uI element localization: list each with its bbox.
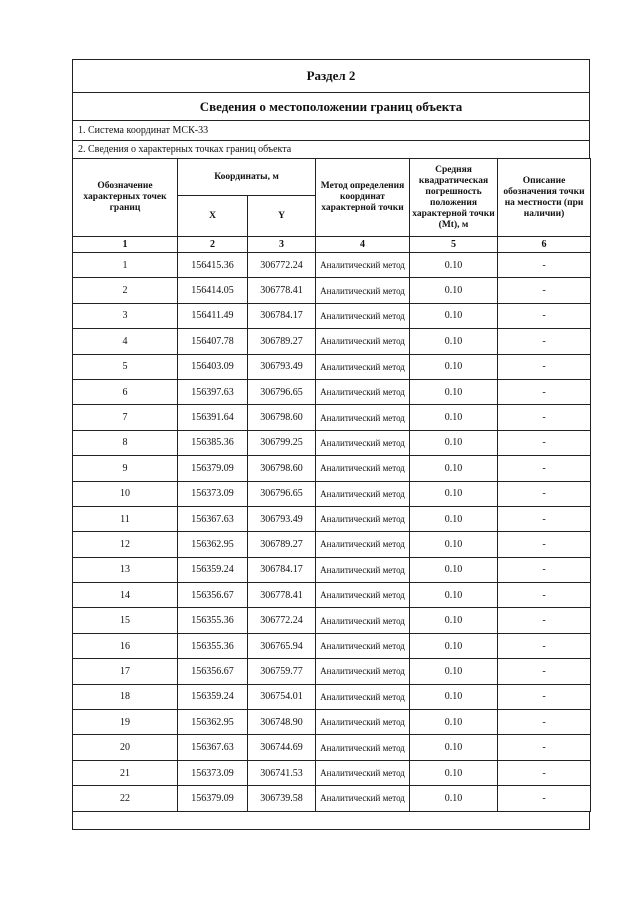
description-cell: - bbox=[498, 456, 591, 481]
error-cell: 0.10 bbox=[410, 583, 498, 608]
y-coordinate-cell: 306772.24 bbox=[248, 253, 316, 278]
description-cell: - bbox=[498, 735, 591, 760]
description-cell: - bbox=[498, 303, 591, 328]
error-cell: 0.10 bbox=[410, 354, 498, 379]
x-coordinate-cell: 156356.67 bbox=[178, 659, 248, 684]
x-coordinate-cell: 156379.09 bbox=[178, 456, 248, 481]
description-cell: - bbox=[498, 659, 591, 684]
error-cell: 0.10 bbox=[410, 608, 498, 633]
table-row bbox=[73, 379, 591, 404]
x-coordinate-cell: 156356.67 bbox=[178, 583, 248, 608]
error-cell: 0.10 bbox=[410, 303, 498, 328]
table-row bbox=[73, 659, 591, 684]
header-method: Метод определения координат характерной точки bbox=[316, 159, 410, 237]
section-title: Раздел 2 bbox=[72, 59, 590, 92]
error-cell: 0.10 bbox=[410, 481, 498, 506]
table-row bbox=[73, 557, 591, 582]
method-cell: Аналитический метод bbox=[316, 506, 410, 531]
y-coordinate-cell: 306748.90 bbox=[248, 710, 316, 735]
y-coordinate-cell: 306793.49 bbox=[248, 506, 316, 531]
description-cell: - bbox=[498, 532, 591, 557]
table-footer-blank bbox=[72, 812, 590, 830]
point-number-cell: 6 bbox=[73, 379, 178, 404]
description-cell: - bbox=[498, 253, 591, 278]
x-coordinate-cell: 156403.09 bbox=[178, 354, 248, 379]
point-number-cell: 15 bbox=[73, 608, 178, 633]
x-coordinate-cell: 156373.09 bbox=[178, 481, 248, 506]
y-coordinate-cell: 306793.49 bbox=[248, 354, 316, 379]
table-row bbox=[73, 532, 591, 557]
table-row bbox=[73, 633, 591, 658]
description-cell: - bbox=[498, 583, 591, 608]
error-cell: 0.10 bbox=[410, 557, 498, 582]
error-cell: 0.10 bbox=[410, 278, 498, 303]
x-coordinate-cell: 156391.64 bbox=[178, 405, 248, 430]
table-row bbox=[73, 278, 591, 303]
y-coordinate-cell: 306798.60 bbox=[248, 405, 316, 430]
y-coordinate-cell: 306789.27 bbox=[248, 532, 316, 557]
error-cell: 0.10 bbox=[410, 786, 498, 811]
y-coordinate-cell: 306741.53 bbox=[248, 760, 316, 785]
coord-system-line: 1. Система координат МСК-33 bbox=[72, 120, 590, 140]
x-coordinate-cell: 156385.36 bbox=[178, 430, 248, 455]
error-cell: 0.10 bbox=[410, 760, 498, 785]
column-number: 5 bbox=[410, 237, 498, 253]
point-number-cell: 14 bbox=[73, 583, 178, 608]
description-cell: - bbox=[498, 760, 591, 785]
error-cell: 0.10 bbox=[410, 379, 498, 404]
point-number-cell: 20 bbox=[73, 735, 178, 760]
y-coordinate-cell: 306744.69 bbox=[248, 735, 316, 760]
document-sheet bbox=[72, 59, 590, 830]
x-coordinate-cell: 156359.24 bbox=[178, 557, 248, 582]
y-coordinate-cell: 306778.41 bbox=[248, 278, 316, 303]
table-row bbox=[73, 329, 591, 354]
point-number-cell: 21 bbox=[73, 760, 178, 785]
point-number-cell: 7 bbox=[73, 405, 178, 430]
point-number-cell: 13 bbox=[73, 557, 178, 582]
y-coordinate-cell: 306796.65 bbox=[248, 379, 316, 404]
header-description: Описание обозначения точки на местности (при наличии) bbox=[498, 159, 591, 237]
x-coordinate-cell: 156415.36 bbox=[178, 253, 248, 278]
x-coordinate-cell: 156373.09 bbox=[178, 760, 248, 785]
method-cell: Аналитический метод bbox=[316, 481, 410, 506]
description-cell: - bbox=[498, 354, 591, 379]
method-cell: Аналитический метод bbox=[316, 253, 410, 278]
method-cell: Аналитический метод bbox=[316, 430, 410, 455]
y-coordinate-cell: 306754.01 bbox=[248, 684, 316, 709]
table-row bbox=[73, 760, 591, 785]
description-cell: - bbox=[498, 633, 591, 658]
method-cell: Аналитический метод bbox=[316, 379, 410, 404]
x-coordinate-cell: 156362.95 bbox=[178, 710, 248, 735]
header-y: Y bbox=[248, 196, 316, 237]
description-cell: - bbox=[498, 379, 591, 404]
method-cell: Аналитический метод bbox=[316, 735, 410, 760]
description-cell: - bbox=[498, 684, 591, 709]
method-cell: Аналитический метод bbox=[316, 760, 410, 785]
table-row bbox=[73, 303, 591, 328]
header-x: X bbox=[178, 196, 248, 237]
table-row bbox=[73, 354, 591, 379]
table-row bbox=[73, 506, 591, 531]
description-cell: - bbox=[498, 557, 591, 582]
table-row bbox=[73, 430, 591, 455]
point-number-cell: 8 bbox=[73, 430, 178, 455]
error-cell: 0.10 bbox=[410, 532, 498, 557]
description-cell: - bbox=[498, 710, 591, 735]
point-number-cell: 22 bbox=[73, 786, 178, 811]
point-number-cell: 18 bbox=[73, 684, 178, 709]
y-coordinate-cell: 306799.25 bbox=[248, 430, 316, 455]
point-number-cell: 9 bbox=[73, 456, 178, 481]
method-cell: Аналитический метод bbox=[316, 278, 410, 303]
description-cell: - bbox=[498, 506, 591, 531]
x-coordinate-cell: 156407.78 bbox=[178, 329, 248, 354]
error-cell: 0.10 bbox=[410, 506, 498, 531]
method-cell: Аналитический метод bbox=[316, 608, 410, 633]
x-coordinate-cell: 156359.24 bbox=[178, 684, 248, 709]
y-coordinate-cell: 306796.65 bbox=[248, 481, 316, 506]
x-coordinate-cell: 156414.05 bbox=[178, 278, 248, 303]
description-cell: - bbox=[498, 430, 591, 455]
method-cell: Аналитический метод bbox=[316, 786, 410, 811]
description-cell: - bbox=[498, 481, 591, 506]
error-cell: 0.10 bbox=[410, 684, 498, 709]
x-coordinate-cell: 156379.09 bbox=[178, 786, 248, 811]
method-cell: Аналитический метод bbox=[316, 532, 410, 557]
method-cell: Аналитический метод bbox=[316, 659, 410, 684]
y-coordinate-cell: 306784.17 bbox=[248, 303, 316, 328]
description-cell: - bbox=[498, 329, 591, 354]
y-coordinate-cell: 306772.24 bbox=[248, 608, 316, 633]
y-coordinate-cell: 306784.17 bbox=[248, 557, 316, 582]
point-number-cell: 10 bbox=[73, 481, 178, 506]
table-row bbox=[73, 710, 591, 735]
y-coordinate-cell: 306765.94 bbox=[248, 633, 316, 658]
method-cell: Аналитический метод bbox=[316, 557, 410, 582]
method-cell: Аналитический метод bbox=[316, 456, 410, 481]
header-error: Средняя квадратическая погрешность положения характерной точки (Mt), м bbox=[410, 159, 498, 237]
y-coordinate-cell: 306759.77 bbox=[248, 659, 316, 684]
error-cell: 0.10 bbox=[410, 405, 498, 430]
point-number-cell: 12 bbox=[73, 532, 178, 557]
y-coordinate-cell: 306789.27 bbox=[248, 329, 316, 354]
page-title: Сведения о местоположении границ объекта bbox=[72, 92, 590, 120]
error-cell: 0.10 bbox=[410, 710, 498, 735]
x-coordinate-cell: 156355.36 bbox=[178, 608, 248, 633]
column-number: 6 bbox=[498, 237, 591, 253]
points-caption: 2. Сведения о характерных точках границ объекта bbox=[72, 140, 590, 158]
x-coordinate-cell: 156367.63 bbox=[178, 506, 248, 531]
point-number-cell: 4 bbox=[73, 329, 178, 354]
point-number-cell: 11 bbox=[73, 506, 178, 531]
header-point: Обозначение характерных точек границ bbox=[73, 159, 178, 237]
point-number-cell: 2 bbox=[73, 278, 178, 303]
x-coordinate-cell: 156397.63 bbox=[178, 379, 248, 404]
method-cell: Аналитический метод bbox=[316, 354, 410, 379]
point-number-cell: 5 bbox=[73, 354, 178, 379]
column-number: 4 bbox=[316, 237, 410, 253]
method-cell: Аналитический метод bbox=[316, 633, 410, 658]
points-table bbox=[72, 158, 591, 812]
table-row bbox=[73, 456, 591, 481]
error-cell: 0.10 bbox=[410, 633, 498, 658]
method-cell: Аналитический метод bbox=[316, 583, 410, 608]
x-coordinate-cell: 156355.36 bbox=[178, 633, 248, 658]
table-row bbox=[73, 608, 591, 633]
table-row bbox=[73, 583, 591, 608]
point-number-cell: 17 bbox=[73, 659, 178, 684]
table-row bbox=[73, 253, 591, 278]
method-cell: Аналитический метод bbox=[316, 684, 410, 709]
method-cell: Аналитический метод bbox=[316, 303, 410, 328]
table-row bbox=[73, 405, 591, 430]
description-cell: - bbox=[498, 608, 591, 633]
error-cell: 0.10 bbox=[410, 329, 498, 354]
x-coordinate-cell: 156411.49 bbox=[178, 303, 248, 328]
point-number-cell: 1 bbox=[73, 253, 178, 278]
column-number: 2 bbox=[178, 237, 248, 253]
table-row bbox=[73, 735, 591, 760]
y-coordinate-cell: 306778.41 bbox=[248, 583, 316, 608]
description-cell: - bbox=[498, 405, 591, 430]
column-number: 1 bbox=[73, 237, 178, 253]
table-row bbox=[73, 481, 591, 506]
error-cell: 0.10 bbox=[410, 430, 498, 455]
y-coordinate-cell: 306798.60 bbox=[248, 456, 316, 481]
description-cell: - bbox=[498, 278, 591, 303]
error-cell: 0.10 bbox=[410, 456, 498, 481]
table-row bbox=[73, 684, 591, 709]
method-cell: Аналитический метод bbox=[316, 710, 410, 735]
x-coordinate-cell: 156367.63 bbox=[178, 735, 248, 760]
error-cell: 0.10 bbox=[410, 253, 498, 278]
table-row bbox=[73, 786, 591, 811]
description-cell: - bbox=[498, 786, 591, 811]
header-coords: Координаты, м bbox=[178, 159, 316, 196]
point-number-cell: 16 bbox=[73, 633, 178, 658]
y-coordinate-cell: 306739.58 bbox=[248, 786, 316, 811]
method-cell: Аналитический метод bbox=[316, 329, 410, 354]
x-coordinate-cell: 156362.95 bbox=[178, 532, 248, 557]
method-cell: Аналитический метод bbox=[316, 405, 410, 430]
error-cell: 0.10 bbox=[410, 659, 498, 684]
error-cell: 0.10 bbox=[410, 735, 498, 760]
point-number-cell: 19 bbox=[73, 710, 178, 735]
point-number-cell: 3 bbox=[73, 303, 178, 328]
column-number: 3 bbox=[248, 237, 316, 253]
